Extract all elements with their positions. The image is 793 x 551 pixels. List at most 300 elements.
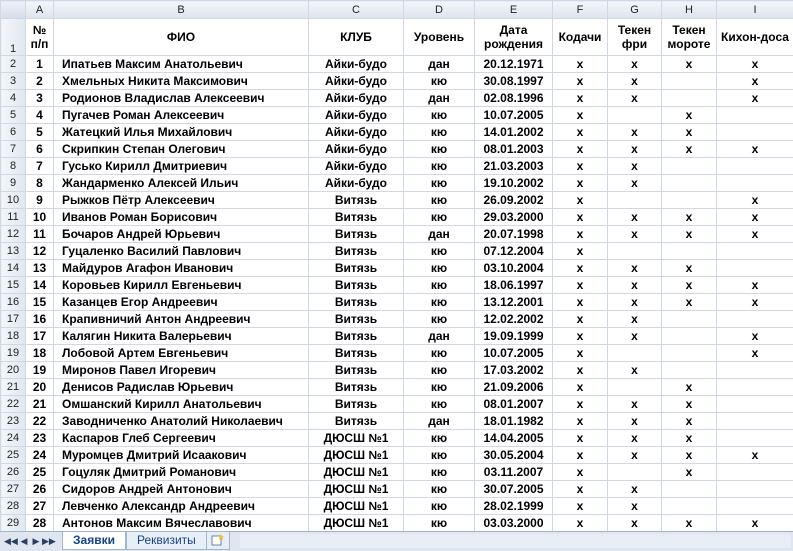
cell-teken-free[interactable]: x: [608, 175, 662, 192]
cell-club[interactable]: Айки-будо: [309, 141, 404, 158]
cell-number[interactable]: 5: [26, 124, 54, 141]
cell-fio[interactable]: Сидоров Андрей Антонович: [54, 481, 309, 498]
cell-kihon-dosa[interactable]: x: [717, 447, 793, 464]
cell-level[interactable]: кю: [404, 107, 475, 124]
row-header[interactable]: 23: [1, 413, 26, 430]
cell-teken-free[interactable]: x: [608, 124, 662, 141]
cell-birthdate[interactable]: 21.03.2003: [475, 158, 553, 175]
cell-teken-morote[interactable]: x: [662, 464, 717, 481]
row-header[interactable]: 15: [1, 277, 26, 294]
cell-birthdate[interactable]: 18.06.1997: [475, 277, 553, 294]
cell-teken-morote[interactable]: x: [662, 396, 717, 413]
cell-level[interactable]: кю: [404, 192, 475, 209]
cell-teken-free[interactable]: x: [608, 226, 662, 243]
cell-kodachi[interactable]: x: [553, 192, 608, 209]
cell-club[interactable]: Витязь: [309, 260, 404, 277]
next-sheet-icon[interactable]: ▶: [30, 535, 42, 547]
cell-kodachi[interactable]: x: [553, 124, 608, 141]
cell-kihon-dosa[interactable]: [717, 379, 793, 396]
row-header[interactable]: 27: [1, 481, 26, 498]
cell-birthdate[interactable]: 19.09.1999: [475, 328, 553, 345]
row-header[interactable]: 26: [1, 464, 26, 481]
cell-kihon-dosa[interactable]: x: [717, 56, 793, 73]
cell-kihon-dosa[interactable]: [717, 362, 793, 379]
last-sheet-icon[interactable]: ▶▶: [42, 535, 54, 547]
cell-kihon-dosa[interactable]: x: [717, 141, 793, 158]
cell-fio[interactable]: Гоцуляк Дмитрий Романович: [54, 464, 309, 481]
cell-club[interactable]: Витязь: [309, 328, 404, 345]
cell-teken-morote[interactable]: x: [662, 277, 717, 294]
row-header[interactable]: 3: [1, 73, 26, 90]
cell-level[interactable]: дан: [404, 413, 475, 430]
cell-level[interactable]: дан: [404, 226, 475, 243]
cell-kodachi[interactable]: x: [553, 430, 608, 447]
cell-club[interactable]: Витязь: [309, 311, 404, 328]
cell-fio[interactable]: Ипатьев Максим Анатольевич: [54, 56, 309, 73]
column-header-a[interactable]: A: [26, 1, 54, 19]
cell-teken-free[interactable]: x: [608, 158, 662, 175]
cell-teken-morote[interactable]: x: [662, 260, 717, 277]
cell-kodachi[interactable]: x: [553, 73, 608, 90]
cell-kodachi[interactable]: x: [553, 175, 608, 192]
row-header[interactable]: 7: [1, 141, 26, 158]
cell-teken-morote[interactable]: x: [662, 515, 717, 532]
row-header[interactable]: 10: [1, 192, 26, 209]
cell-level[interactable]: кю: [404, 515, 475, 532]
cell-number[interactable]: 23: [26, 430, 54, 447]
cell-teken-free[interactable]: [608, 345, 662, 362]
cell-club[interactable]: ДЮСШ №1: [309, 447, 404, 464]
cell-teken-free[interactable]: [608, 192, 662, 209]
cell-level[interactable]: кю: [404, 447, 475, 464]
cell-birthdate[interactable]: 07.12.2004: [475, 243, 553, 260]
cell-teken-morote[interactable]: [662, 311, 717, 328]
cell-fio[interactable]: Гуцаленко Василий Павлович: [54, 243, 309, 260]
cell-kihon-dosa[interactable]: x: [717, 226, 793, 243]
cell-fio[interactable]: Денисов Радислав Юрьевич: [54, 379, 309, 396]
insert-sheet-button[interactable]: [206, 532, 230, 550]
cell-birthdate[interactable]: 08.01.2007: [475, 396, 553, 413]
cell-teken-morote[interactable]: x: [662, 430, 717, 447]
row-header[interactable]: 4: [1, 90, 26, 107]
cell-level[interactable]: кю: [404, 345, 475, 362]
cell-number[interactable]: 16: [26, 311, 54, 328]
cell-teken-free[interactable]: x: [608, 90, 662, 107]
cell-club[interactable]: Витязь: [309, 192, 404, 209]
cell-fio[interactable]: Гусько Кирилл Дмитриевич: [54, 158, 309, 175]
cell-club[interactable]: Витязь: [309, 277, 404, 294]
header-cell-teken-free[interactable]: Текен фри: [608, 19, 662, 56]
cell-club[interactable]: Витязь: [309, 396, 404, 413]
cell-level[interactable]: кю: [404, 73, 475, 90]
cell-level[interactable]: кю: [404, 294, 475, 311]
cell-fio[interactable]: Жатецкий Илья Михайлович: [54, 124, 309, 141]
cell-level[interactable]: кю: [404, 141, 475, 158]
cell-teken-morote[interactable]: [662, 498, 717, 515]
cell-teken-morote[interactable]: x: [662, 379, 717, 396]
cell-birthdate[interactable]: 19.10.2002: [475, 175, 553, 192]
cell-club[interactable]: Витязь: [309, 379, 404, 396]
cell-teken-free[interactable]: x: [608, 260, 662, 277]
cell-level[interactable]: дан: [404, 328, 475, 345]
cell-level[interactable]: кю: [404, 260, 475, 277]
cell-teken-free[interactable]: x: [608, 73, 662, 90]
cell-birthdate[interactable]: 17.03.2002: [475, 362, 553, 379]
cell-teken-morote[interactable]: x: [662, 294, 717, 311]
row-header[interactable]: 25: [1, 447, 26, 464]
row-header[interactable]: 11: [1, 209, 26, 226]
cell-birthdate[interactable]: 10.07.2005: [475, 345, 553, 362]
cell-kihon-dosa[interactable]: [717, 430, 793, 447]
select-all-corner[interactable]: [1, 1, 26, 19]
cell-number[interactable]: 7: [26, 158, 54, 175]
cell-kodachi[interactable]: x: [553, 56, 608, 73]
cell-number[interactable]: 26: [26, 481, 54, 498]
header-cell-kihon-dosa[interactable]: Кихон-доса: [717, 19, 793, 56]
cell-club[interactable]: Айки-будо: [309, 158, 404, 175]
cell-teken-morote[interactable]: [662, 328, 717, 345]
cell-teken-free[interactable]: x: [608, 209, 662, 226]
cell-number[interactable]: 11: [26, 226, 54, 243]
tab-rekvizity[interactable]: Реквизиты: [126, 532, 207, 550]
cell-club[interactable]: Витязь: [309, 209, 404, 226]
row-header[interactable]: 24: [1, 430, 26, 447]
cell-fio[interactable]: Миронов Павел Игоревич: [54, 362, 309, 379]
cell-kihon-dosa[interactable]: [717, 175, 793, 192]
row-header[interactable]: 8: [1, 158, 26, 175]
cell-level[interactable]: кю: [404, 311, 475, 328]
cell-kodachi[interactable]: x: [553, 328, 608, 345]
cell-kihon-dosa[interactable]: x: [717, 192, 793, 209]
cell-teken-morote[interactable]: [662, 243, 717, 260]
cell-level[interactable]: дан: [404, 90, 475, 107]
cell-birthdate[interactable]: 12.02.2002: [475, 311, 553, 328]
header-cell-club[interactable]: КЛУБ: [309, 19, 404, 56]
cell-birthdate[interactable]: 02.08.1996: [475, 90, 553, 107]
cell-number[interactable]: 9: [26, 192, 54, 209]
cell-kihon-dosa[interactable]: x: [717, 209, 793, 226]
cell-birthdate[interactable]: 13.12.2001: [475, 294, 553, 311]
cell-level[interactable]: дан: [404, 56, 475, 73]
cell-level[interactable]: кю: [404, 209, 475, 226]
cell-club[interactable]: Айки-будо: [309, 175, 404, 192]
cell-teken-morote[interactable]: [662, 175, 717, 192]
cell-number[interactable]: 19: [26, 362, 54, 379]
cell-kihon-dosa[interactable]: [717, 243, 793, 260]
cell-kodachi[interactable]: x: [553, 90, 608, 107]
cell-club[interactable]: Витязь: [309, 243, 404, 260]
cell-kodachi[interactable]: x: [553, 345, 608, 362]
row-header[interactable]: 22: [1, 396, 26, 413]
cell-birthdate[interactable]: 30.05.2004: [475, 447, 553, 464]
cell-kihon-dosa[interactable]: [717, 396, 793, 413]
column-header-g[interactable]: G: [608, 1, 662, 19]
cell-kihon-dosa[interactable]: x: [717, 90, 793, 107]
cell-kodachi[interactable]: x: [553, 515, 608, 532]
cell-club[interactable]: Айки-будо: [309, 124, 404, 141]
cell-teken-morote[interactable]: x: [662, 124, 717, 141]
tab-zayavki[interactable]: Заявки: [62, 532, 126, 550]
row-header[interactable]: 5: [1, 107, 26, 124]
row-header[interactable]: 13: [1, 243, 26, 260]
cell-fio[interactable]: Хмельных Никита Максимович: [54, 73, 309, 90]
header-cell-birthdate[interactable]: Дата рождения: [475, 19, 553, 56]
cell-teken-morote[interactable]: x: [662, 56, 717, 73]
cell-birthdate[interactable]: 26.09.2002: [475, 192, 553, 209]
cell-number[interactable]: 4: [26, 107, 54, 124]
cell-level[interactable]: кю: [404, 243, 475, 260]
cell-kodachi[interactable]: x: [553, 413, 608, 430]
cell-number[interactable]: 3: [26, 90, 54, 107]
cell-number[interactable]: 15: [26, 294, 54, 311]
row-header[interactable]: 28: [1, 498, 26, 515]
column-header-e[interactable]: E: [475, 1, 553, 19]
row-header[interactable]: 21: [1, 379, 26, 396]
cell-birthdate[interactable]: 20.12.1971: [475, 56, 553, 73]
cell-birthdate[interactable]: 14.01.2002: [475, 124, 553, 141]
cell-kihon-dosa[interactable]: x: [717, 73, 793, 90]
cell-birthdate[interactable]: 21.09.2006: [475, 379, 553, 396]
cell-kodachi[interactable]: x: [553, 243, 608, 260]
cell-level[interactable]: кю: [404, 430, 475, 447]
cell-level[interactable]: кю: [404, 362, 475, 379]
cell-birthdate[interactable]: 29.03.2000: [475, 209, 553, 226]
row-header[interactable]: 2: [1, 56, 26, 73]
cell-club[interactable]: ДЮСШ №1: [309, 430, 404, 447]
cell-teken-free[interactable]: x: [608, 328, 662, 345]
row-header[interactable]: 17: [1, 311, 26, 328]
cell-number[interactable]: 13: [26, 260, 54, 277]
cell-fio[interactable]: Лобовой Артем Евгеньевич: [54, 345, 309, 362]
cell-number[interactable]: 1: [26, 56, 54, 73]
cell-birthdate[interactable]: 10.07.2005: [475, 107, 553, 124]
cell-club[interactable]: Айки-будо: [309, 107, 404, 124]
cell-birthdate[interactable]: 03.10.2004: [475, 260, 553, 277]
cell-kodachi[interactable]: x: [553, 107, 608, 124]
cell-fio[interactable]: Бочаров Андрей Юрьевич: [54, 226, 309, 243]
column-header-c[interactable]: C: [309, 1, 404, 19]
cell-number[interactable]: 17: [26, 328, 54, 345]
cell-kodachi[interactable]: x: [553, 447, 608, 464]
cell-club[interactable]: Витязь: [309, 362, 404, 379]
column-header-h[interactable]: H: [662, 1, 717, 19]
cell-number[interactable]: 2: [26, 73, 54, 90]
cell-number[interactable]: 27: [26, 498, 54, 515]
row-header[interactable]: 18: [1, 328, 26, 345]
cell-club[interactable]: Айки-будо: [309, 73, 404, 90]
cell-number[interactable]: 8: [26, 175, 54, 192]
cell-club[interactable]: Витязь: [309, 345, 404, 362]
cell-teken-morote[interactable]: [662, 158, 717, 175]
cell-kihon-dosa[interactable]: x: [717, 277, 793, 294]
cell-teken-free[interactable]: x: [608, 362, 662, 379]
cell-teken-morote[interactable]: x: [662, 107, 717, 124]
cell-kihon-dosa[interactable]: [717, 464, 793, 481]
cell-teken-morote[interactable]: x: [662, 209, 717, 226]
cell-kodachi[interactable]: x: [553, 481, 608, 498]
cell-birthdate[interactable]: 08.01.2003: [475, 141, 553, 158]
cell-kodachi[interactable]: x: [553, 226, 608, 243]
cell-number[interactable]: 14: [26, 277, 54, 294]
row-header[interactable]: 6: [1, 124, 26, 141]
cell-number[interactable]: 24: [26, 447, 54, 464]
cell-teken-free[interactable]: x: [608, 396, 662, 413]
cell-club[interactable]: Витязь: [309, 413, 404, 430]
cell-teken-morote[interactable]: x: [662, 141, 717, 158]
cell-number[interactable]: 18: [26, 345, 54, 362]
cell-kodachi[interactable]: x: [553, 141, 608, 158]
cell-fio[interactable]: Омшанский Кирилл Анатольевич: [54, 396, 309, 413]
cell-fio[interactable]: Крапивничий Антон Андреевич: [54, 311, 309, 328]
cell-level[interactable]: кю: [404, 277, 475, 294]
header-cell-level[interactable]: Уровень: [404, 19, 475, 56]
cell-kihon-dosa[interactable]: x: [717, 328, 793, 345]
cell-kihon-dosa[interactable]: [717, 498, 793, 515]
cell-teken-free[interactable]: x: [608, 413, 662, 430]
cell-number[interactable]: 22: [26, 413, 54, 430]
cell-teken-morote[interactable]: x: [662, 447, 717, 464]
cell-birthdate[interactable]: 03.03.2000: [475, 515, 553, 532]
cell-number[interactable]: 12: [26, 243, 54, 260]
cell-fio[interactable]: Антонов Максим Вячеславович: [54, 515, 309, 532]
horizontal-scrollbar[interactable]: [240, 534, 791, 548]
cell-teken-free[interactable]: [608, 379, 662, 396]
cell-kodachi[interactable]: x: [553, 158, 608, 175]
first-sheet-icon[interactable]: ◀◀: [4, 535, 16, 547]
cell-club[interactable]: ДЮСШ №1: [309, 515, 404, 532]
row-header[interactable]: 12: [1, 226, 26, 243]
cell-fio[interactable]: Заводниченко Анатолий Николаевич: [54, 413, 309, 430]
cell-teken-free[interactable]: x: [608, 294, 662, 311]
cell-kodachi[interactable]: x: [553, 311, 608, 328]
row-header[interactable]: 29: [1, 515, 26, 532]
cell-fio[interactable]: Коровьев Кирилл Евгеньевич: [54, 277, 309, 294]
cell-teken-free[interactable]: [608, 464, 662, 481]
cell-birthdate[interactable]: 28.02.1999: [475, 498, 553, 515]
cell-kodachi[interactable]: x: [553, 464, 608, 481]
cell-teken-free[interactable]: x: [608, 311, 662, 328]
cell-kihon-dosa[interactable]: [717, 413, 793, 430]
cell-fio[interactable]: Калягин Никита Валерьевич: [54, 328, 309, 345]
cell-kihon-dosa[interactable]: [717, 107, 793, 124]
cell-birthdate[interactable]: 30.07.2005: [475, 481, 553, 498]
row-header[interactable]: 9: [1, 175, 26, 192]
cell-level[interactable]: кю: [404, 498, 475, 515]
header-cell-fio[interactable]: ФИО: [54, 19, 309, 56]
cell-kodachi[interactable]: x: [553, 277, 608, 294]
cell-fio[interactable]: Жандарменко Алексей Ильич: [54, 175, 309, 192]
column-header-d[interactable]: D: [404, 1, 475, 19]
cell-kihon-dosa[interactable]: [717, 481, 793, 498]
cell-club[interactable]: Витязь: [309, 294, 404, 311]
cell-kodachi[interactable]: x: [553, 260, 608, 277]
cell-teken-morote[interactable]: [662, 345, 717, 362]
cell-club[interactable]: Айки-будо: [309, 90, 404, 107]
cell-teken-free[interactable]: x: [608, 277, 662, 294]
cell-number[interactable]: 21: [26, 396, 54, 413]
cell-level[interactable]: кю: [404, 464, 475, 481]
cell-number[interactable]: 10: [26, 209, 54, 226]
cell-club[interactable]: ДЮСШ №1: [309, 464, 404, 481]
cell-kihon-dosa[interactable]: x: [717, 515, 793, 532]
cell-teken-free[interactable]: x: [608, 515, 662, 532]
cell-level[interactable]: кю: [404, 396, 475, 413]
header-cell-number[interactable]: № п/п: [26, 19, 54, 56]
cell-fio[interactable]: Казанцев Егор Андреевич: [54, 294, 309, 311]
column-header-f[interactable]: F: [553, 1, 608, 19]
cell-kodachi[interactable]: x: [553, 209, 608, 226]
cell-fio[interactable]: Майдуров Агафон Иванович: [54, 260, 309, 277]
cell-birthdate[interactable]: 30.08.1997: [475, 73, 553, 90]
cell-club[interactable]: ДЮСШ №1: [309, 498, 404, 515]
prev-sheet-icon[interactable]: ◀: [18, 535, 30, 547]
cell-teken-morote[interactable]: x: [662, 226, 717, 243]
header-cell-teken-morote[interactable]: Текен мороте: [662, 19, 717, 56]
row-header[interactable]: 20: [1, 362, 26, 379]
cell-teken-morote[interactable]: [662, 90, 717, 107]
cell-teken-free[interactable]: [608, 243, 662, 260]
cell-kodachi[interactable]: x: [553, 294, 608, 311]
cell-fio[interactable]: Каспаров Глеб Сергеевич: [54, 430, 309, 447]
row-header[interactable]: 19: [1, 345, 26, 362]
cell-fio[interactable]: Скрипкин Степан Олегович: [54, 141, 309, 158]
cell-level[interactable]: кю: [404, 124, 475, 141]
cell-teken-free[interactable]: [608, 107, 662, 124]
column-header-i[interactable]: I: [717, 1, 793, 19]
cell-birthdate[interactable]: 03.11.2007: [475, 464, 553, 481]
column-header-b[interactable]: B: [54, 1, 309, 19]
cell-fio[interactable]: Пугачев Роман Алексеевич: [54, 107, 309, 124]
cell-birthdate[interactable]: 20.07.1998: [475, 226, 553, 243]
cell-fio[interactable]: Родионов Владислав Алексеевич: [54, 90, 309, 107]
cell-teken-morote[interactable]: x: [662, 413, 717, 430]
row-header[interactable]: 1: [1, 19, 26, 56]
cell-kihon-dosa[interactable]: [717, 158, 793, 175]
cell-fio[interactable]: Иванов Роман Борисович: [54, 209, 309, 226]
cell-level[interactable]: кю: [404, 175, 475, 192]
cell-club[interactable]: ДЮСШ №1: [309, 481, 404, 498]
cell-number[interactable]: 28: [26, 515, 54, 532]
cell-level[interactable]: кю: [404, 481, 475, 498]
cell-kodachi[interactable]: x: [553, 498, 608, 515]
cell-kihon-dosa[interactable]: x: [717, 294, 793, 311]
cell-teken-morote[interactable]: [662, 192, 717, 209]
cell-fio[interactable]: Муромцев Дмитрий Исаакович: [54, 447, 309, 464]
row-header[interactable]: 16: [1, 294, 26, 311]
header-cell-kodachi[interactable]: Кодачи: [553, 19, 608, 56]
cell-teken-free[interactable]: x: [608, 447, 662, 464]
cell-teken-morote[interactable]: [662, 362, 717, 379]
cell-number[interactable]: 20: [26, 379, 54, 396]
cell-teken-free[interactable]: x: [608, 56, 662, 73]
cell-number[interactable]: 25: [26, 464, 54, 481]
cell-club[interactable]: Айки-будо: [309, 56, 404, 73]
cell-teken-morote[interactable]: [662, 481, 717, 498]
cell-teken-free[interactable]: x: [608, 430, 662, 447]
cell-kihon-dosa[interactable]: [717, 311, 793, 328]
cell-teken-free[interactable]: x: [608, 481, 662, 498]
cell-kihon-dosa[interactable]: x: [717, 345, 793, 362]
row-header[interactable]: 14: [1, 260, 26, 277]
cell-kodachi[interactable]: x: [553, 379, 608, 396]
cell-teken-morote[interactable]: [662, 73, 717, 90]
cell-teken-free[interactable]: x: [608, 498, 662, 515]
cell-level[interactable]: кю: [404, 379, 475, 396]
cell-kodachi[interactable]: x: [553, 362, 608, 379]
cell-birthdate[interactable]: 18.01.1982: [475, 413, 553, 430]
cell-kihon-dosa[interactable]: [717, 260, 793, 277]
cell-level[interactable]: кю: [404, 158, 475, 175]
